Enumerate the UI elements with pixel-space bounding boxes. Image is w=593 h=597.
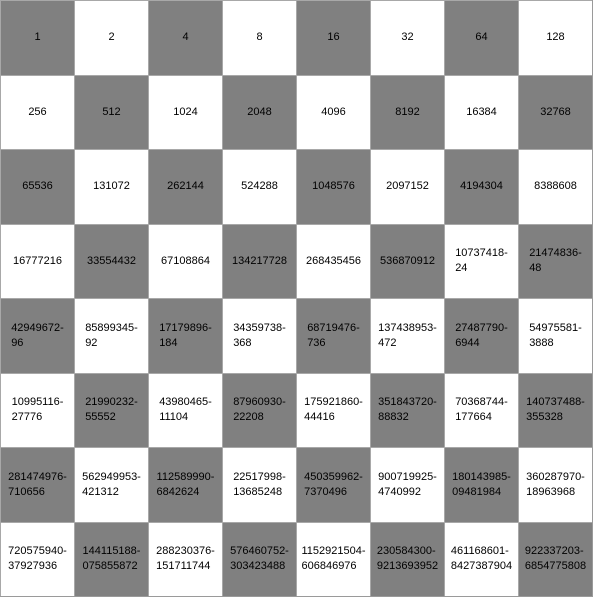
square-value: 288230376- 151711744 [156,545,215,573]
square-value: 10737418- 24 [455,247,508,275]
square-value: 87960930- 22208 [233,396,286,424]
square-value: 8 [256,31,263,44]
square-value: 112589990- 6842624 [156,470,215,498]
square-value: 1 [34,31,41,44]
grid-square-r6-c6 [370,373,444,448]
square-value: 360287970- 18963968 [526,470,585,498]
grid-square-r6-c3 [148,373,222,448]
square-value: 4 [182,31,189,44]
square-value: 536870912 [379,254,436,267]
square-value: 180143985- 09481984 [452,470,511,498]
square-value: 1048576 [312,180,355,193]
grid-square-r1-c4 [222,0,296,75]
grid-square-r2-c5 [296,75,370,150]
grid-square-r2-c4 [222,75,296,150]
square-value: 2097152 [386,180,429,193]
grid-square-r1-c5 [296,0,370,75]
grid-square-r8-c1 [0,522,74,597]
grid-square-r5-c8 [518,298,592,373]
square-value: 268435456 [305,254,362,267]
square-value: 70368744- 177664 [455,396,508,424]
square-value: 134217728 [231,254,288,267]
square-value: 461168601- 8427387904 [450,545,513,573]
square-value: 1152921504- 606846976 [301,545,366,573]
square-value: 32768 [540,105,571,118]
square-value: 576460752- 303423488 [230,545,289,573]
square-value: 900719925- 4740992 [378,470,437,498]
square-value: 230584300- 9213693952 [376,545,439,573]
square-value: 22517998- 13685248 [233,470,286,498]
grid-square-r5-c5 [296,298,370,373]
square-value: 562949953- 421312 [82,470,141,498]
square-value: 21474836- 48 [529,247,582,275]
grid-square-r7-c2 [74,447,148,522]
grid-square-r4-c2 [74,224,148,299]
square-value: 720575940- 37927936 [8,545,67,573]
grid-square-r5-c1 [0,298,74,373]
square-value: 2048 [247,105,272,118]
square-value: 2 [108,31,115,44]
grid-square-r4-c5 [296,224,370,299]
square-value: 10995116- 27776 [11,396,64,424]
grid-square-r8-c6 [370,522,444,597]
grid-square-r8-c5 [296,522,370,597]
grid-square-r6-c8 [518,373,592,448]
square-value: 54975581- 3888 [529,321,582,349]
square-value: 21990232- 55552 [85,396,138,424]
grid-square-r6-c7 [444,373,518,448]
grid-square-r4-c8 [518,224,592,299]
square-value: 128 [546,31,565,44]
square-value: 17179896- 184 [159,321,212,349]
square-value: 27487790- 6944 [455,321,508,349]
grid-square-r2-c7 [444,75,518,150]
grid-square-r7-c8 [518,447,592,522]
grid-square-r1-c3 [148,0,222,75]
square-value: 262144 [167,180,204,193]
square-value: 4194304 [460,180,503,193]
grid-square-r7-c3 [148,447,222,522]
grid-square-r6-c5 [296,373,370,448]
grid-square-r4-c6 [370,224,444,299]
grid-square-r1-c6 [370,0,444,75]
square-value: 42949672- 96 [11,321,64,349]
grid-square-r3-c6 [370,149,444,224]
grid-square-r7-c6 [370,447,444,522]
square-value: 922337203- 6854775808 [524,545,587,573]
square-value: 137438953- 472 [378,321,437,349]
grid-square-r3-c2 [74,149,148,224]
square-value: 64 [475,31,488,44]
grid-square-r6-c1 [0,373,74,448]
grid-square-r3-c1 [0,149,74,224]
grid-square-r4-c3 [148,224,222,299]
square-value: 175921860- 44416 [304,396,363,424]
square-value: 450359962- 7370496 [304,470,363,498]
grid-square-r8-c4 [222,522,296,597]
grid-square-r1-c7 [444,0,518,75]
grid-square-r5-c2 [74,298,148,373]
grid-square-r5-c3 [148,298,222,373]
grid-square-r2-c1 [0,75,74,150]
square-value: 4096 [321,105,346,118]
grid-square-r3-c8 [518,149,592,224]
square-value: 65536 [22,180,53,193]
grid-square-r6-c4 [222,373,296,448]
grid-square-r8-c3 [148,522,222,597]
grid-square-r7-c5 [296,447,370,522]
grid-square-r7-c7 [444,447,518,522]
square-value: 33554432 [87,254,136,267]
square-value: 131072 [93,180,130,193]
grid-square-r1-c1 [0,0,74,75]
square-value: 524288 [241,180,278,193]
grid-square-r2-c8 [518,75,592,150]
grid-square-r5-c4 [222,298,296,373]
square-value: 1024 [173,105,198,118]
grid-square-r8-c8 [518,522,592,597]
square-value: 16 [327,31,340,44]
grid-square-r8-c7 [444,522,518,597]
grid-square-r3-c4 [222,149,296,224]
square-value: 8192 [395,105,420,118]
grid-square-r5-c7 [444,298,518,373]
grid-square-r1-c2 [74,0,148,75]
grid-square-r1-c8 [518,0,592,75]
square-value: 351843720- 88832 [378,396,437,424]
grid-square-r6-c2 [74,373,148,448]
grid-square-r7-c1 [0,447,74,522]
grid-square-r8-c2 [74,522,148,597]
grid-square-r4-c7 [444,224,518,299]
grid-square-r4-c4 [222,224,296,299]
square-value: 512 [102,105,121,118]
grid-square-r4-c1 [0,224,74,299]
square-value: 32 [401,31,414,44]
square-value: 34359738- 368 [233,321,286,349]
grid-square-r5-c6 [370,298,444,373]
square-value: 85899345- 92 [85,321,138,349]
square-value: 43980465- 11104 [159,396,212,424]
grid-square-r2-c3 [148,75,222,150]
square-value: 67108864 [161,254,210,267]
grid-square-r3-c5 [296,149,370,224]
square-value: 140737488- 355328 [526,396,585,424]
square-value: 8388608 [534,180,577,193]
square-value: 16777216 [13,254,62,267]
grid-square-r2-c2 [74,75,148,150]
grid-square-r2-c6 [370,75,444,150]
square-value: 68719476- 736 [307,321,360,349]
square-value: 256 [28,105,47,118]
grid-square-r3-c7 [444,149,518,224]
grid-square-r7-c4 [222,447,296,522]
grid-square-r3-c3 [148,149,222,224]
square-value: 144115188- 075855872 [82,545,141,573]
square-value: 16384 [466,105,497,118]
square-value: 281474976- 710656 [8,470,67,498]
